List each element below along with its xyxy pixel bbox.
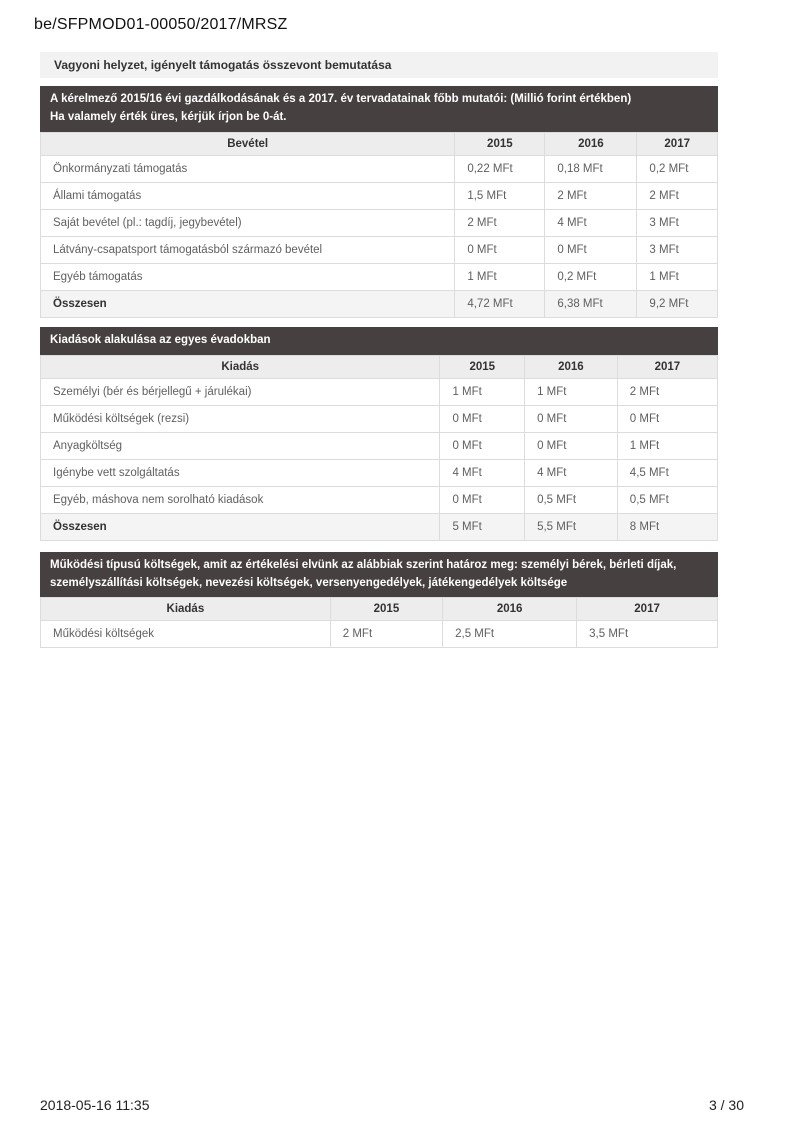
column-header-bevetel: Bevétel	[41, 133, 455, 156]
mukodesi-koltseg-table	[40, 597, 718, 648]
row-label: Egyéb támogatás	[41, 264, 455, 291]
row-label: Igénybe vett szolgáltatás	[41, 459, 440, 486]
row-label: Működési költségek (rezsi)	[41, 405, 440, 432]
row-value: 2 MFt	[545, 183, 637, 210]
table-note-header	[40, 86, 718, 132]
row-value: 1 MFt	[455, 264, 545, 291]
row-value: 3 MFt	[637, 210, 718, 237]
row-value: 0 MFt	[440, 486, 525, 513]
row-value: 1 MFt	[637, 264, 718, 291]
column-header-2015: 2015	[330, 598, 442, 621]
table-row	[41, 378, 718, 405]
row-value: 0 MFt	[440, 405, 525, 432]
table-row	[41, 405, 718, 432]
table-row	[41, 459, 718, 486]
column-header-2016: 2016	[545, 133, 637, 156]
row-label: Személyi (bér és bérjellegű + járulékai)	[41, 378, 440, 405]
column-header-kiadas: Kiadás	[41, 355, 440, 378]
bevetel-table	[40, 132, 718, 318]
row-value: 4,72 MFt	[455, 291, 545, 318]
row-label: Saját bevétel (pl.: tagdíj, jegybevétel)	[41, 210, 455, 237]
row-value: 4 MFt	[440, 459, 525, 486]
table-header-row	[41, 133, 718, 156]
row-value: 0,22 MFt	[455, 156, 545, 183]
footer-timestamp: 2018-05-16 11:35	[40, 1097, 150, 1113]
row-value: 9,2 MFt	[637, 291, 718, 318]
footer-page-number: 3 / 30	[708, 1097, 744, 1113]
section-kiadasok	[40, 327, 718, 541]
row-label: Önkormányzati támogatás	[41, 156, 455, 183]
row-value: 5,5 MFt	[525, 513, 618, 540]
row-value: 0 MFt	[525, 432, 618, 459]
row-label: Működési költségek	[41, 621, 331, 648]
row-value: 0,5 MFt	[617, 486, 717, 513]
document-id: be/SFPMOD01-00050/2017/MRSZ	[34, 16, 288, 33]
row-value: 1 MFt	[617, 432, 717, 459]
table-header-row	[41, 598, 718, 621]
row-value: 0,2 MFt	[545, 264, 637, 291]
page-footer	[40, 1097, 744, 1113]
section-mukodesi-koltsegek	[40, 552, 718, 649]
table-row	[41, 432, 718, 459]
row-value: 4 MFt	[525, 459, 618, 486]
row-value: 2,5 MFt	[443, 621, 577, 648]
row-value: 6,38 MFt	[545, 291, 637, 318]
section-title-bar: Kiadások alakulása az egyes évadokban	[40, 327, 718, 355]
row-value: 1 MFt	[525, 378, 618, 405]
note-line-2: Ha valamely érték üres, kérjük írjon be 0-át.	[50, 111, 287, 124]
column-header-2016: 2016	[443, 598, 577, 621]
table-row	[41, 210, 718, 237]
table-row	[41, 486, 718, 513]
page-content	[40, 52, 718, 648]
table-row	[41, 264, 718, 291]
row-value: 0 MFt	[455, 237, 545, 264]
row-value: 3,5 MFt	[577, 621, 718, 648]
row-value: 4,5 MFt	[617, 459, 717, 486]
column-header-2017: 2017	[637, 133, 718, 156]
row-value: 1,5 MFt	[455, 183, 545, 210]
row-value: 2 MFt	[637, 183, 718, 210]
row-label: Anyagköltség	[41, 432, 440, 459]
row-value: 0 MFt	[617, 405, 717, 432]
row-value: 2 MFt	[617, 378, 717, 405]
column-header-2016: 2016	[525, 355, 618, 378]
table-total-row	[41, 291, 718, 318]
kiadas-table	[40, 355, 718, 541]
row-label: Összesen	[41, 513, 440, 540]
row-label: Látvány-csapatsport támogatásból származó bevétel	[41, 237, 455, 264]
note-line-1: A kérelmező 2015/16 évi gazdálkodásának és a 2017. év tervadatainak főbb mutatói: (Millió forint értékben)	[50, 93, 632, 106]
column-header-2017: 2017	[617, 355, 717, 378]
table-row	[41, 621, 718, 648]
row-value: 0,5 MFt	[525, 486, 618, 513]
table-total-row	[41, 513, 718, 540]
row-value: 4 MFt	[545, 210, 637, 237]
row-label: Állami támogatás	[41, 183, 455, 210]
table-row	[41, 183, 718, 210]
column-header-2015: 2015	[440, 355, 525, 378]
section-title-bar: Vagyoni helyzet, igényelt támogatás összevont bemutatása	[40, 52, 718, 78]
column-header-2017: 2017	[577, 598, 718, 621]
column-header-kiadas: Kiadás	[41, 598, 331, 621]
section-vagyoni-helyzet	[40, 52, 718, 318]
row-value: 1 MFt	[440, 378, 525, 405]
row-value: 3 MFt	[637, 237, 718, 264]
row-label: Összesen	[41, 291, 455, 318]
row-value: 2 MFt	[330, 621, 442, 648]
row-value: 0,18 MFt	[545, 156, 637, 183]
table-row	[41, 237, 718, 264]
row-value: 0 MFt	[440, 432, 525, 459]
row-label: Egyéb, máshova nem sorolható kiadások	[41, 486, 440, 513]
row-value: 2 MFt	[455, 210, 545, 237]
column-header-2015: 2015	[455, 133, 545, 156]
row-value: 8 MFt	[617, 513, 717, 540]
table-header-row	[41, 355, 718, 378]
row-value: 0 MFt	[525, 405, 618, 432]
row-value: 0 MFt	[545, 237, 637, 264]
row-value: 5 MFt	[440, 513, 525, 540]
row-value: 0,2 MFt	[637, 156, 718, 183]
section-title-bar: Működési típusú költségek, amit az értékelési elvünk az alábbiak szerint határoz meg: személyi bérek, bérleti díjak, személyszállítási költségek, nevezési költségek, versenyengedélyek, játékengedélyek költsége	[40, 552, 718, 598]
table-row	[41, 156, 718, 183]
